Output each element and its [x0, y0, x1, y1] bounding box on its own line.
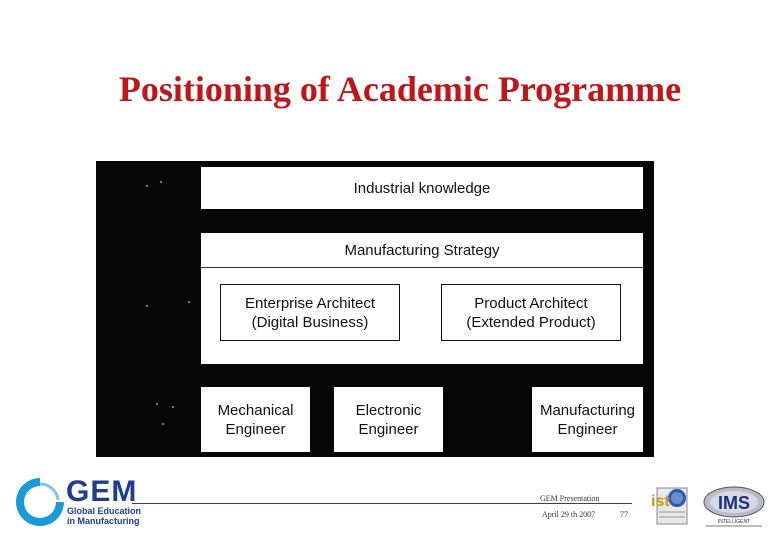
- electronic-engineer-line-1: Electronic: [355, 401, 422, 419]
- diagram: [96, 161, 654, 457]
- electronic-engineer-box: [334, 387, 443, 452]
- margin-dot: [146, 185, 148, 187]
- product-architect-box: [441, 284, 621, 341]
- margin-dot: [146, 305, 148, 307]
- industrial-knowledge-label: Industrial knowledge: [353, 179, 491, 197]
- gem-tagline: [67, 506, 141, 526]
- footer-line: [132, 503, 632, 504]
- enterprise-architect-line-1: Enterprise Architect: [244, 294, 376, 312]
- slide-title: Positioning of Academic Programme: [118, 69, 682, 109]
- manufacturing-engineer-line-1: Manufacturing: [539, 401, 636, 419]
- presentation-name: GEM Presentation: [540, 494, 600, 503]
- ims-logo-sub: INTELLIGENT: [717, 519, 751, 525]
- mechanical-engineer-line-1: Mechanical: [217, 401, 294, 419]
- mechanical-engineer-line-2: Engineer: [225, 420, 286, 438]
- gem-tagline-line-2: in Manufacturing: [67, 516, 140, 526]
- manufacturing-strategy-label: Manufacturing Strategy: [344, 241, 500, 259]
- ist-logo-icon: [637, 486, 689, 526]
- enterprise-architect-box: [220, 284, 400, 341]
- manufacturing-strategy-header: [201, 233, 643, 268]
- enterprise-architect-line-2: (Digital Business): [251, 313, 369, 331]
- gem-tagline-line-1: Global Education: [67, 506, 142, 516]
- electronic-engineer-line-2: Engineer: [358, 420, 419, 438]
- margin-dot: [162, 423, 164, 425]
- manufacturing-strategy-box: [201, 233, 643, 364]
- mechanical-engineer-box: [201, 387, 310, 452]
- margin-dot: [172, 406, 174, 408]
- manufacturing-engineer-box: [532, 387, 643, 452]
- margin-dot: [160, 181, 162, 183]
- product-architect-line-1: Product Architect: [474, 294, 588, 312]
- gem-logo-text: GEM: [66, 475, 138, 508]
- ims-logo-icon: [698, 484, 770, 528]
- presentation-date: April 29 th 2007: [542, 510, 596, 519]
- industrial-knowledge-box: [201, 167, 643, 209]
- gem-ring-logo-icon: [12, 474, 68, 530]
- ims-logo-text: IMS: [717, 493, 751, 513]
- margin-dot: [156, 403, 158, 405]
- product-architect-line-2: (Extended Product): [466, 313, 596, 331]
- margin-dot: [188, 301, 190, 303]
- ist-logo-text: ist: [651, 493, 670, 510]
- manufacturing-engineer-line-2: Engineer: [557, 420, 618, 438]
- page-number: 77: [620, 510, 628, 519]
